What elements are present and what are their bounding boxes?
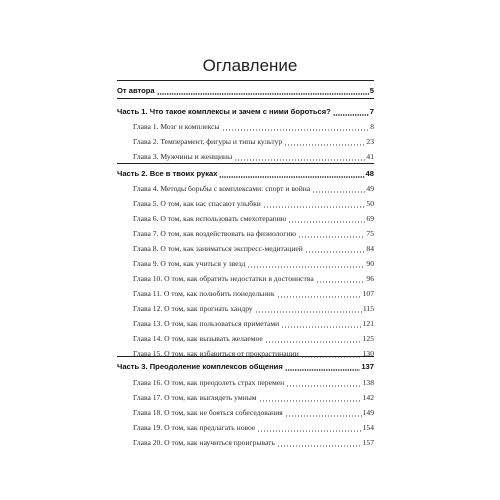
entry-title: Глава 19. О том, как предлагать новое xyxy=(133,423,256,432)
entry-title: Часть 2. Все в твоих руках xyxy=(117,169,218,178)
entry-title: Глава 3. Мужчины и женщины xyxy=(133,152,233,161)
toc-chapter-entry xyxy=(133,150,374,164)
toc-chapter-entry xyxy=(133,212,374,226)
dot-leader xyxy=(281,326,361,328)
entry-page-number: 125 xyxy=(362,334,374,343)
dot-leader xyxy=(277,445,362,447)
entry-title: Глава 11. О том, как полюбить понедельник xyxy=(133,289,275,298)
entry-page-number: 130 xyxy=(362,349,374,358)
divider-line xyxy=(117,80,374,81)
entry-title: Глава 2. Темперамент, фигуры и типы культур xyxy=(133,137,283,146)
dot-leader xyxy=(298,236,365,238)
entry-page-number: 157 xyxy=(362,438,374,447)
entry-title: Глава 17. О том, как выглядеть умным xyxy=(133,393,257,402)
dot-leader xyxy=(312,191,365,193)
entry-page-number: 149 xyxy=(362,408,374,417)
dot-leader xyxy=(263,206,366,208)
entry-page-number: 8 xyxy=(370,122,374,131)
entry-title: Глава 10. О том, как обратить недостатки в достоинства xyxy=(133,274,314,283)
entry-page-number: 142 xyxy=(362,393,374,402)
toc-chapter-entry xyxy=(133,436,374,450)
dot-leader xyxy=(247,266,365,268)
entry-title: Глава 5. О том, как нас спасают улыбки xyxy=(133,199,261,208)
toc-chapter-entry xyxy=(133,376,374,390)
entry-title: Глава 6. О том, как использовать смехотерапию xyxy=(133,214,287,223)
entry-title: Глава 1. Мозг и комплексы xyxy=(133,122,220,131)
dot-leader xyxy=(219,176,364,178)
entry-page-number: 69 xyxy=(366,214,374,223)
entry-page-number: 138 xyxy=(362,378,374,387)
entry-title: От автора xyxy=(117,86,155,95)
dot-leader xyxy=(285,415,362,417)
toc-chapter-entry xyxy=(133,135,374,149)
toc-part-entry xyxy=(117,360,374,374)
toc-chapter-entry xyxy=(133,227,374,241)
toc-chapter-entry xyxy=(133,197,374,211)
dot-leader xyxy=(284,144,365,146)
dot-leader xyxy=(285,369,361,371)
toc-chapter-entry xyxy=(133,302,374,316)
dot-leader xyxy=(265,341,362,343)
entry-page-number: 23 xyxy=(366,137,374,146)
toc-chapter-entry xyxy=(133,287,374,301)
toc-chapter-entry xyxy=(133,257,374,271)
toc-chapter-entry xyxy=(133,332,374,346)
page-title: Оглавление xyxy=(202,56,298,75)
entry-page-number: 75 xyxy=(366,229,374,238)
dot-leader xyxy=(316,281,366,283)
dot-leader xyxy=(333,114,369,116)
dot-leader xyxy=(301,356,362,358)
dot-leader xyxy=(259,400,362,402)
entry-title: Глава 4. Методы борьбы с комплексами: спорт и война xyxy=(133,184,311,193)
entry-page-number: 84 xyxy=(366,244,374,253)
toc-chapter-entry xyxy=(133,391,374,405)
entry-title: Часть 1. Что такое комплексы и зачем с ними бороться? xyxy=(117,107,331,116)
toc-chapter-entry xyxy=(133,120,374,134)
divider-line xyxy=(117,98,374,99)
entry-title: Глава 20. О том, как научиться проигрывать xyxy=(133,438,275,447)
toc-part-entry xyxy=(117,167,374,181)
entry-page-number: 41 xyxy=(366,152,374,161)
dot-leader xyxy=(257,430,361,432)
dot-leader xyxy=(277,296,362,298)
dot-leader xyxy=(234,159,365,161)
entry-page-number: 5 xyxy=(369,86,374,95)
entry-title: Глава 15. О том, как избавиться от прокрастинации xyxy=(133,349,299,358)
entry-title: Глава 14. О том, как вызывать желаемое xyxy=(133,334,263,343)
toc-part-entry xyxy=(117,84,374,98)
entry-page-number: 48 xyxy=(365,169,374,178)
toc-chapter-entry xyxy=(133,317,374,331)
toc-chapter-entry xyxy=(133,406,374,420)
dot-leader xyxy=(157,93,369,95)
toc-chapter-entry xyxy=(133,347,374,361)
toc-chapter-entry xyxy=(133,272,374,286)
entry-title: Глава 9. О том, как учиться у звезд xyxy=(133,259,246,268)
dot-leader xyxy=(305,251,366,253)
toc-part-entry xyxy=(117,105,374,119)
entry-title: Глава 7. О том, как воздействовать на физиологию xyxy=(133,229,297,238)
toc-chapter-entry xyxy=(133,182,374,196)
dot-leader xyxy=(255,311,362,313)
entry-page-number: 90 xyxy=(366,259,374,268)
entry-page-number: 137 xyxy=(361,362,374,371)
entry-title: Глава 8. О том, как заниматься экспресс-медитацией xyxy=(133,244,303,253)
entry-page-number: 7 xyxy=(369,107,374,116)
entry-title: Глава 12. О том, как прогнать хандру xyxy=(133,304,253,313)
entry-page-number: 107 xyxy=(362,289,374,298)
entry-page-number: 50 xyxy=(366,199,374,208)
entry-page-number: 49 xyxy=(366,184,374,193)
entry-page-number: 115 xyxy=(362,304,374,313)
entry-page-number: 121 xyxy=(362,319,374,328)
entry-title: Часть 3. Преодоление комплексов общения xyxy=(117,362,283,371)
dot-leader xyxy=(286,385,361,387)
entry-title: Глава 13. О том, как пользоваться приметами xyxy=(133,319,280,328)
entry-page-number: 154 xyxy=(362,423,374,432)
toc-chapter-entry xyxy=(133,421,374,435)
dot-leader xyxy=(222,129,370,131)
entry-page-number: 96 xyxy=(366,274,374,283)
dot-leader xyxy=(288,221,365,223)
entry-title: Глава 18. О том, как не бояться собеседования xyxy=(133,408,283,417)
toc-chapter-entry xyxy=(133,242,374,256)
entry-title: Глава 16. О том, как преодолеть страх перемен xyxy=(133,378,285,387)
